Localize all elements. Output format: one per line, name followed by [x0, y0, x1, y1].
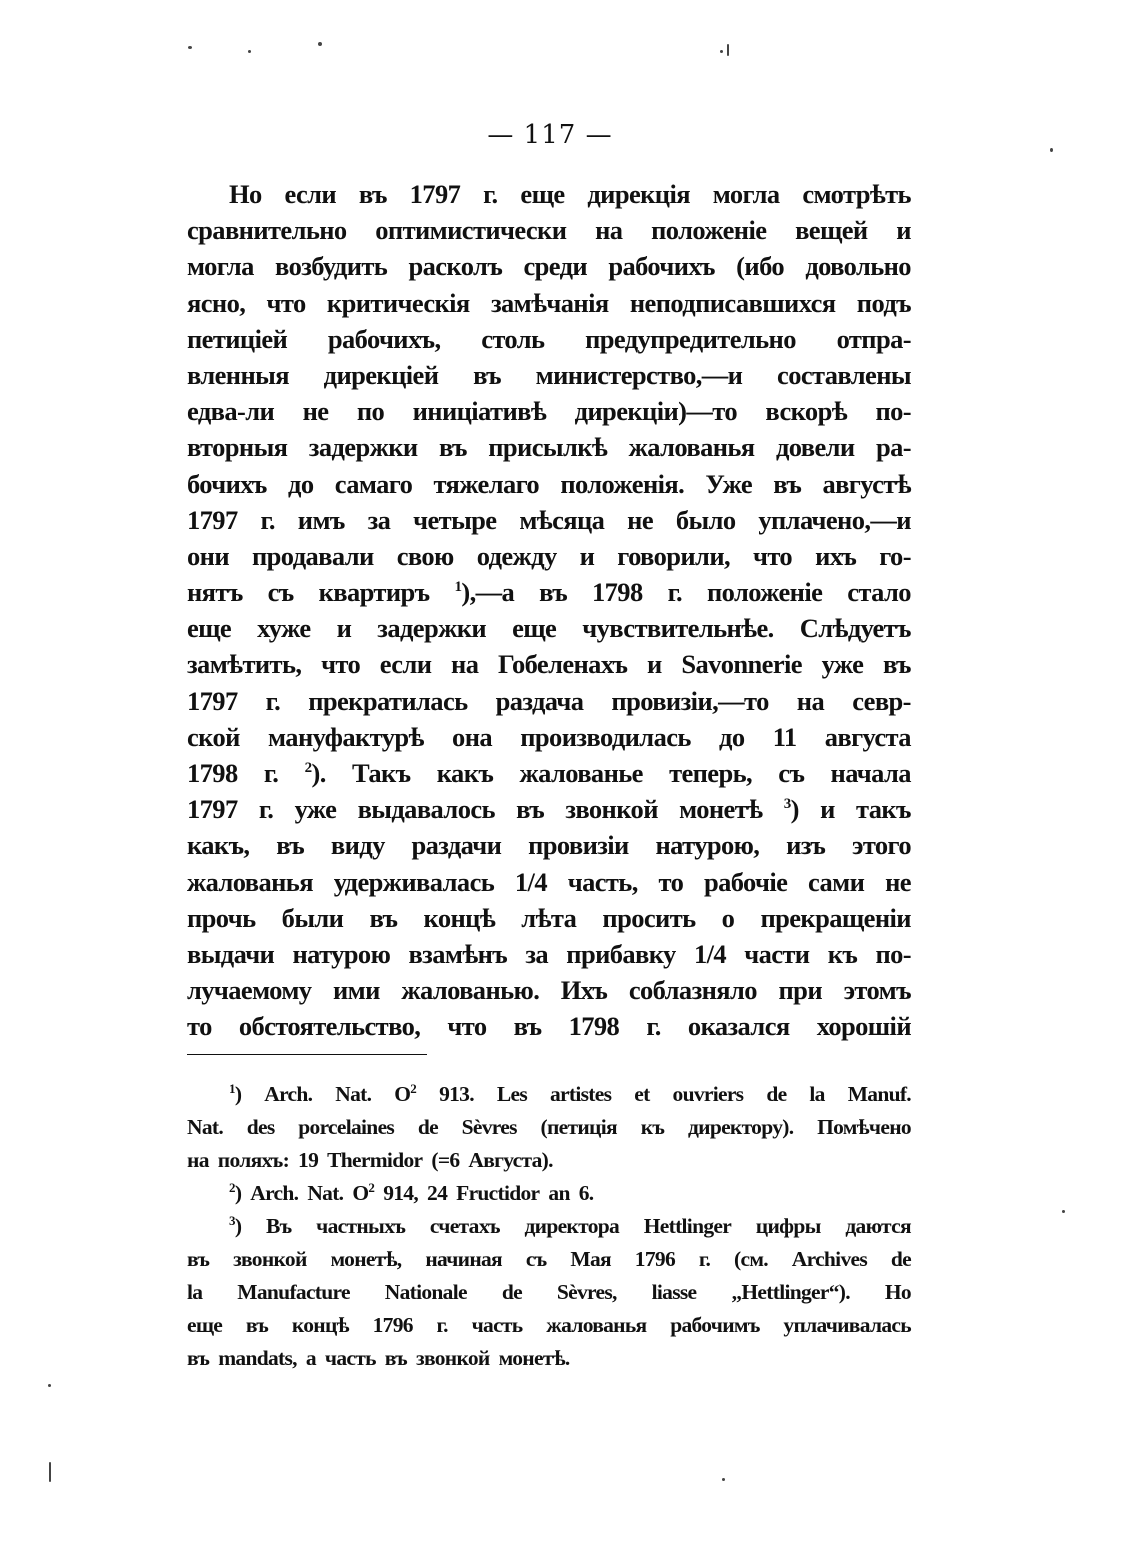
footnote-line: $^1$) Arch. Nat. $O^2$ 913. Les artistes et ouvriers de la Manuf.: [229, 1080, 911, 1106]
scan-speck: [248, 50, 251, 53]
scan-speck: [48, 1384, 51, 1387]
text-line: 1797 г. прекратилась раздача провизіи,—то на севр-: [187, 685, 911, 716]
text-line: ской мануфактурѣ она производилась до 11 августа: [187, 721, 911, 752]
scan-speck: [727, 44, 729, 56]
text-line: вленныя дирекціей въ министерство,—и составлены: [187, 359, 911, 390]
text-line: петиціей рабочихъ, столь предупредительно отпра-: [187, 323, 911, 354]
scan-speck: [722, 1478, 725, 1481]
footnote-line: la Manufacture Nationale de Sèvres, liasse „Hettlinger“). Но: [187, 1280, 911, 1304]
text-line: бочихъ до самаго тяжелаго положенія. Уже въ августѣ: [187, 468, 911, 499]
text-line: 1797 г. имъ за четыре мѣсяца не было уплачено,—и: [187, 504, 911, 535]
scan-speck: [1062, 1210, 1065, 1213]
text-line: 1798 г. $^2$). Такъ какъ жалованье теперь, съ начала: [187, 758, 911, 788]
footnotes: [187, 1078, 911, 1375]
text-line: замѣтить, что если на Гобеленахъ и Savonnerie уже въ: [187, 649, 911, 680]
scan-speck: [49, 1462, 51, 1482]
scan-speck: [1050, 148, 1053, 152]
text-line: вторныя задержки въ присылкѣ жалованья довели ра-: [187, 432, 911, 463]
text-line: то обстоятельство, что въ 1798 г. оказался хорошій: [187, 1011, 911, 1042]
footnote-line: въ mandats, а часть въ звонкой монетѣ.: [187, 1346, 570, 1370]
text-line: еще хуже и задержки еще чувствительнѣе. Слѣдуетъ: [187, 613, 911, 644]
scan-speck: [720, 50, 723, 53]
footnote-line: $^3$) Въ частныхъ счетахъ директора Hettlinger цифры даются: [229, 1212, 911, 1238]
text-line: ясно, что критическія замѣчанія неподписавшихся подъ: [187, 287, 911, 318]
scan-speck: [188, 46, 192, 49]
footnote-line: Nat. des porcelaines de Sèvres (петиція къ директору). Помѣчено: [187, 1115, 911, 1139]
scan-speck: [318, 42, 322, 46]
text-line: жалованья удерживалась 1/4 часть, то рабочіе сами не: [187, 866, 911, 897]
text-line: Но если въ 1797 г. еще дирекція могла смотрѣть: [229, 179, 911, 209]
footnote-line: еще въ концѣ 1796 г. часть жалованья рабочимъ уплачивалась: [187, 1313, 911, 1337]
text-line: какъ, въ виду раздачи провизіи натурою, изъ этого: [187, 830, 911, 861]
footnote-line: въ звонкой монетѣ, начиная съ Мая 1796 г. (см. Archives de: [187, 1247, 911, 1271]
text-line: 1797 г. уже выдавалось въ звонкой монетѣ $^3$) и такъ: [187, 794, 911, 825]
footnote-line: $^2$) Arch. Nat. $O^2$ 914, 24 Fructidor an 6.: [229, 1179, 594, 1205]
text-line: они продавали свою одежду и говорили, что ихъ го-: [187, 540, 911, 571]
text-line: выдачи натурою взамѣнъ за прибавку 1/4 части къ по-: [187, 938, 911, 969]
text-line: прочь были въ концѣ лѣта просить о прекращеніи: [187, 902, 911, 933]
page-number: — 117 —: [487, 120, 613, 150]
text-line: едва-ли не по иниціативѣ дирекціи)—то вскорѣ по-: [187, 396, 911, 427]
footnote-line: на поляхъ: 19 Thermidor (=6 Августа).: [187, 1148, 553, 1172]
text-line: лучаемому ими жалованью. Ихъ соблазняло при этомъ: [187, 975, 911, 1006]
text-line: сравнительно оптимистически на положеніе вещей и: [187, 215, 911, 246]
text-line: могла возбудить расколъ среди рабочихъ (ибо довольно: [187, 251, 911, 282]
text-line: нятъ съ квартиръ $^1$),—а въ 1798 г. положеніе стало: [187, 577, 911, 608]
body-text: [187, 176, 911, 1045]
footnote-separator: [187, 1054, 427, 1055]
